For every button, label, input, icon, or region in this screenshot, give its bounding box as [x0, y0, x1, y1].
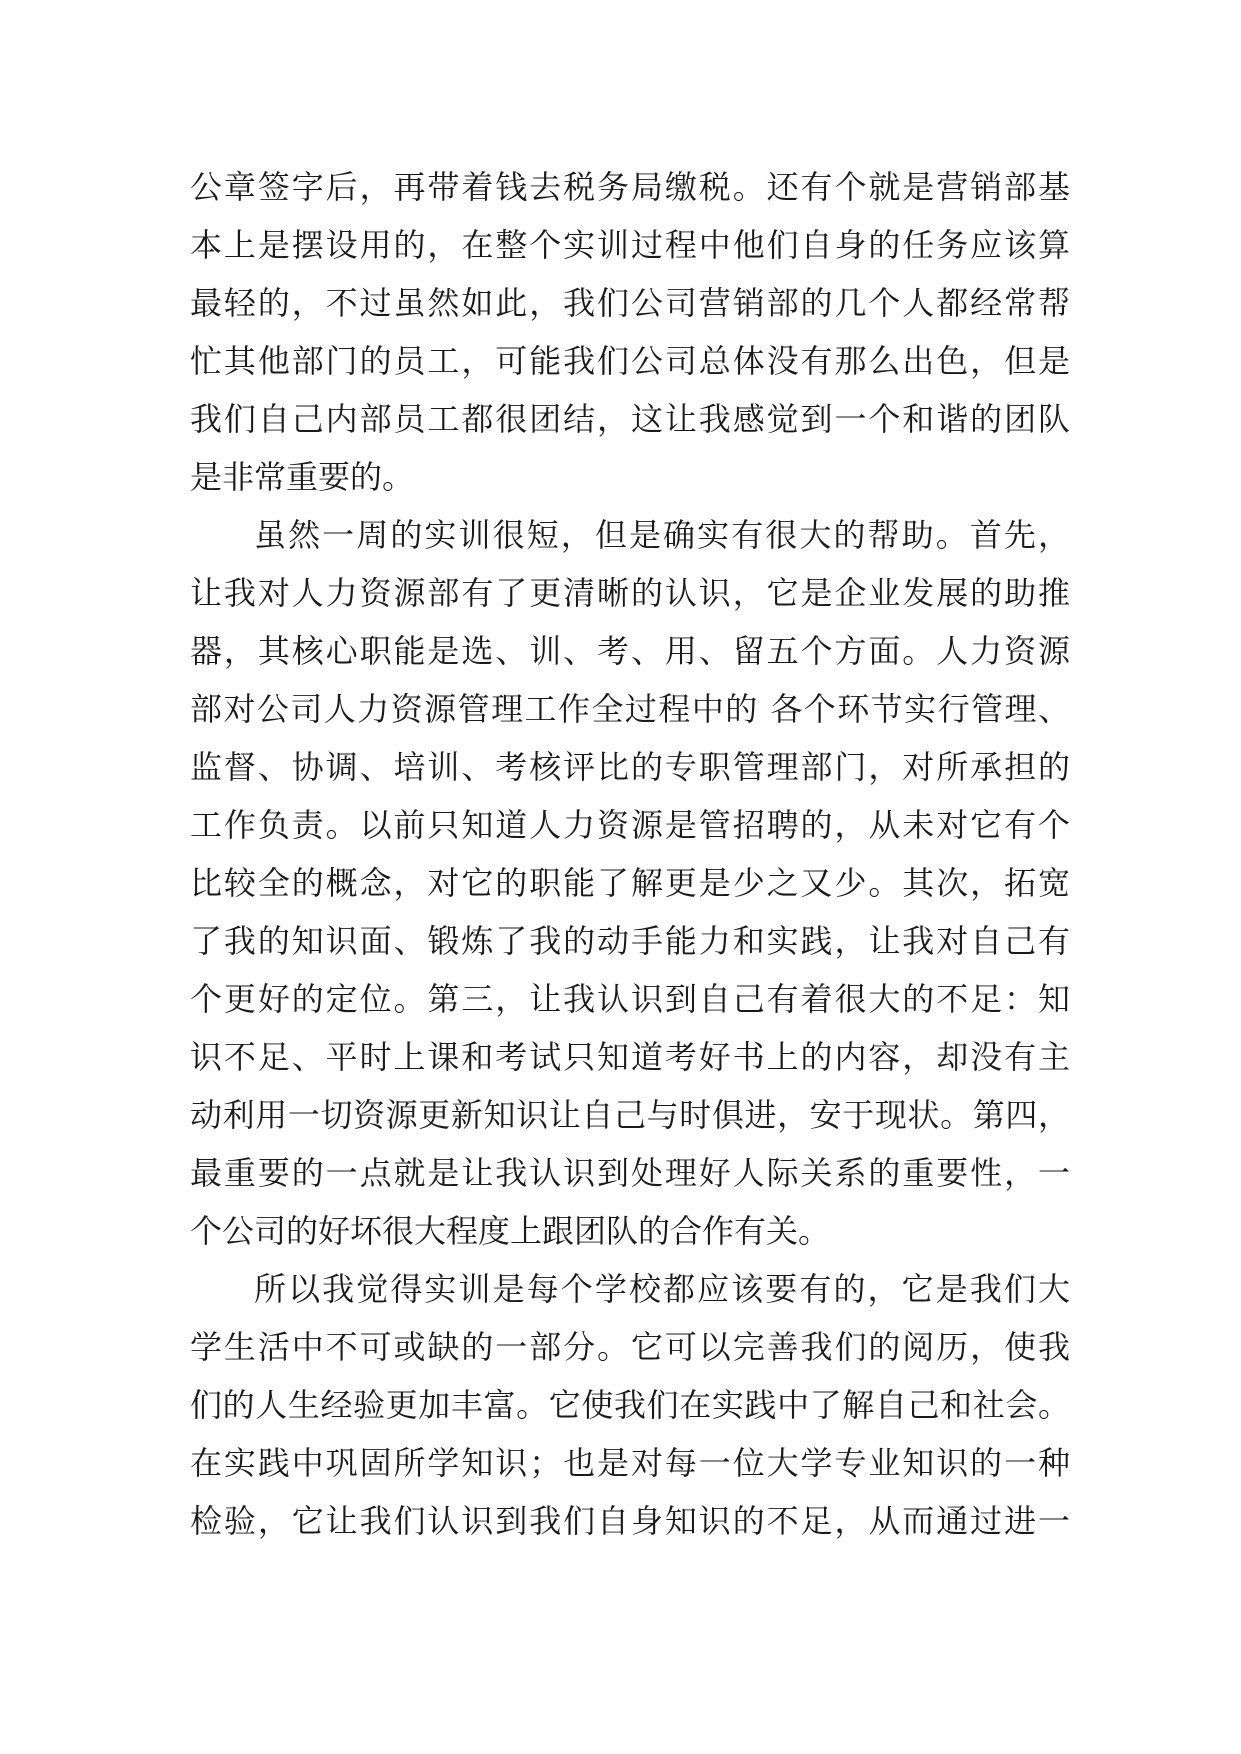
text-line: 最轻的，不过虽然如此，我们公司营销部的几个人都经常帮 — [190, 284, 1070, 322]
text-line: 动利用一切资源更新知识让自己与时俱进，安于现状。第四， — [190, 1096, 1070, 1134]
text-line: 忙其他部门的员工，可能我们公司总体没有那么出色，但是 — [190, 342, 1070, 380]
text-line: 个更好的定位。第三，让我认识到自己有着很大的不足：知 — [190, 980, 1070, 1018]
text-line: 比较全的概念，对它的职能了解更是少之又少。其次，拓宽 — [190, 864, 1070, 902]
text-line: 虽然一周的实训很短，但是确实有很大的帮助。首先， — [254, 516, 1070, 554]
text-line: 公章签字后，再带着钱去税务局缴税。还有个就是营销部基 — [190, 168, 1070, 206]
document-body — [190, 158, 1070, 1550]
paragraph-1 — [190, 158, 1070, 506]
text-line: 是非常重要的。 — [190, 458, 415, 496]
text-line: 监督、协调、培训、考核评比的专职管理部门，对所承担的 — [190, 748, 1070, 786]
text-line: 所以我觉得实训是每个学校都应该要有的，它是我们大 — [254, 1270, 1070, 1308]
text-line: 器，其核心职能是选、训、考、用、留五个方面。人力资源 — [190, 632, 1070, 670]
text-line: 最重要的一点就是让我认识到处理好人际关系的重要性，一 — [190, 1154, 1070, 1192]
text-line: 我们自己内部员工都很团结，这让我感觉到一个和谐的团队 — [190, 400, 1070, 438]
text-line: 学生活中不可或缺的一部分。它可以完善我们的阅历，使我 — [190, 1328, 1070, 1366]
text-line: 部对公司人力资源管理工作全过程中的 各个环节实行管理、 — [190, 690, 1070, 728]
paragraph-3 — [190, 1260, 1070, 1550]
paragraph-2 — [190, 506, 1070, 1260]
text-line: 工作负责。以前只知道人力资源是管招聘的，从未对它有个 — [190, 806, 1070, 844]
text-line: 们的人生经验更加丰富。它使我们在实践中了解自己和社会。 — [190, 1386, 1070, 1424]
text-line: 本上是摆设用的，在整个实训过程中他们自身的任务应该算 — [190, 226, 1070, 264]
text-line: 让我对人力资源部有了更清晰的认识，它是企业发展的助推 — [190, 574, 1070, 612]
text-line: 在实践中巩固所学知识；也是对每一位大学专业知识的一种 — [190, 1444, 1070, 1482]
text-line: 识不足、平时上课和考试只知道考好书上的内容，却没有主 — [190, 1038, 1070, 1076]
text-line: 个公司的好坏很大程度上跟团队的合作有关。 — [190, 1212, 831, 1250]
text-line: 了我的知识面、锻炼了我的动手能力和实践，让我对自己有 — [190, 922, 1070, 960]
text-line: 检验，它让我们认识到我们自身知识的不足，从而通过进一 — [190, 1502, 1070, 1540]
